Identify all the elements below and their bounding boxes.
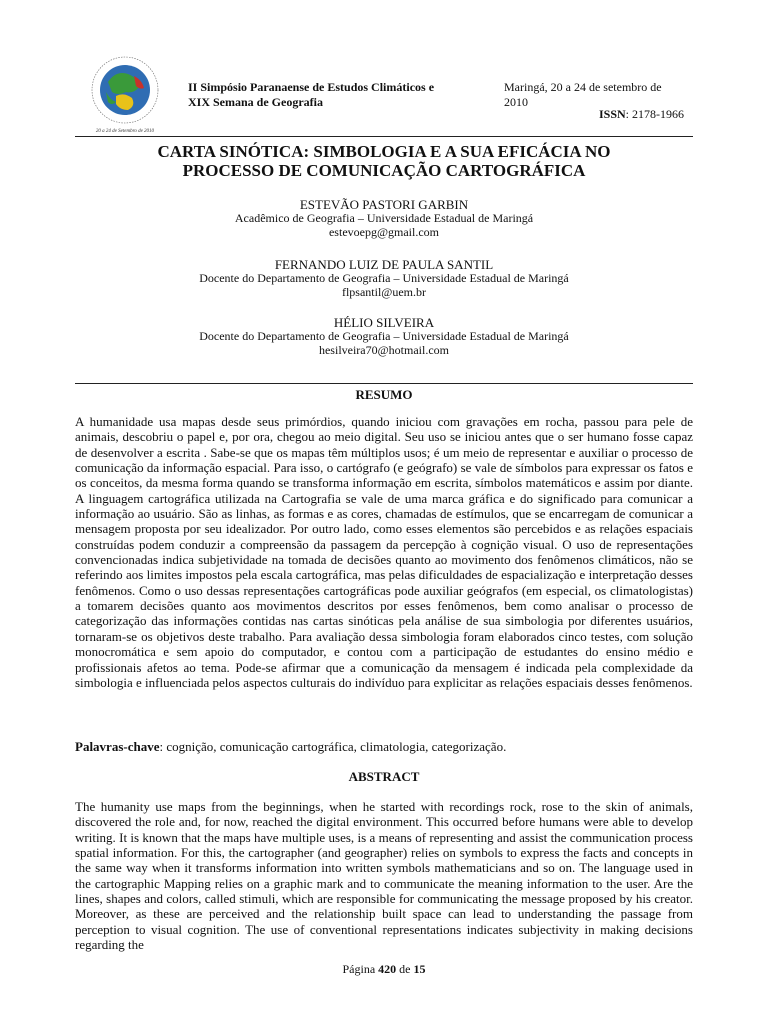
author-name: HÉLIO SILVEIRA <box>333 315 435 330</box>
author-name: ESTEVÃO PASTORI GARBIN <box>299 197 469 212</box>
author-block <box>75 315 693 357</box>
author-affiliation: Acadêmico de Geografia – Universidade Estadual de Maringá <box>234 211 534 225</box>
issn-label: ISSN <box>598 107 626 121</box>
header-divider <box>75 136 693 137</box>
footer-prefix: Página <box>342 962 379 976</box>
globe-logo-icon <box>82 52 168 136</box>
paper-title <box>75 142 693 180</box>
footer-middle: de <box>396 962 414 976</box>
abstract-text: The humanity use maps from the beginnings, when he started with recordings rock, rose to the skin of animals, discovered the role and, for now, reached the digital environment. This occurred before humans were able to develop writing. It is known that the maps have multiple uses, is a means of representing and assist the communication process spatial information. For this, the cartographer (and geographer) relies on symbols to express the facts and concepts in the same way when it transforms information into written symbols mathematicians and so on. The language used in the cartographic Mapping relies on a graphic mark and to communicate the meaning information to the user. Are the lines, shapes and colors, called stimuli, which are responsible for communicating the message proposed by his creator. Moreover, as these are perceived and the relationship built space can lead to understanding the passage from perception to visual cognition. The use of conventional representations indicates subjectivity in making decisions regarding the <box>75 799 693 953</box>
author-name: FERNANDO LUIZ DE PAULA SANTIL <box>274 257 494 272</box>
keywords <box>75 739 693 755</box>
author-block <box>75 257 693 299</box>
resumo-text: A humanidade usa mapas desde seus primórdios, quando iniciou com gravações em rocha, passou para pele de animais, descobriu o papel e, por ora, chegou ao meio digital. Seu uso se iniciou antes que o ser humano fosse capaz de desenvolver a escrita . Sabe-se que os mapas têm múltiplos usos; é um meio de representar e auxiliar o processo de comunicação da informação espacial. Para isso, o cartógrafo (e geógrafo) se vale de símbolos para expressar os fatos e os conceitos, da mesma forma quando se transforma informação em escrita, símbolos matemáticos e assim por diante. A linguagem cartográfica utilizada na Cartografia se vale de uma marca gráfica e do significado para comunicar a informação ao usuário. São as linhas, as formas e as cores, chamadas de estímulos, que se encarregam de comunicar a mensagem proposta por seu idealizador. Por outro lado, como esses elementos são percebidos e as relações espaciais construídas podem conduzir a compreensão da passagem da percepção à cognição visual. O uso de representações convencionadas indica subjetividade na tomada de decisões quanto ao movimento dos fenômenos climáticos, não se referindo aos limites impostos pela escala cartográfica, mas pelas dificuldades de espacialização e interpretação desses fenômenos. Como o uso dessas representações cartográficas pode auxiliar geógrafos (em especial, os climatologistas) a tomarem decisões quanto aos movimentos descritos por esses fenômenos, bem como analisar o processo de categorização das informações contidas nas cartas sinóticas pela análise de sua simbologia por diferentes usuários, tornaram-se os objetivos deste trabalho. Para avaliação dessa simbologia foram elaborados cinco testes, com solução monocromática e sem apoio do computador, e contou com a participação de estudantes do ensino médio e profissionais afetos ao tema. Pode-se afirmar que a comunicação da mensagem é indicada pela complexidade da simbologia e influenciada pelos aspectos culturais do indivíduo para explicitar as relações espaciais desses fenômenos. <box>75 414 693 690</box>
issn <box>599 107 684 122</box>
keywords-label: Palavras-chave <box>75 739 160 754</box>
page-footer <box>75 962 693 977</box>
event-name-line1: II Simpósio Paranaense de Estudos Climáticos e <box>188 80 435 94</box>
resumo-heading: RESUMO <box>355 387 413 402</box>
author-email: estevoepg@gmail.com <box>328 224 440 239</box>
keywords-text: : cognição, comunicação cartográfica, climatologia, categorização. <box>159 739 507 754</box>
paper-title-line1: CARTA SINÓTICA: SIMBOLOGIA E A SUA EFICÁCIA NO <box>157 142 611 161</box>
event-logo <box>82 52 168 136</box>
author-email: flpsantil@uem.br <box>341 284 427 299</box>
page-total: 15 <box>413 962 426 976</box>
author-affiliation: Docente do Departamento de Geografia – Universidade Estadual de Maringá <box>199 329 569 343</box>
abstract-heading: ABSTRACT <box>348 769 420 784</box>
event-name-line2: XIX Semana de Geografia <box>188 95 323 109</box>
section-divider <box>75 383 693 384</box>
event-place-date: Maringá, 20 a 24 de setembro de 2010 <box>504 80 662 109</box>
event-name <box>188 80 434 110</box>
issn-value: : 2178-1966 <box>625 107 684 121</box>
author-affiliation: Docente do Departamento de Geografia – Universidade Estadual de Maringá <box>199 271 569 285</box>
paper-title-line2: PROCESSO DE COMUNICAÇÃO CARTOGRÁFICA <box>182 161 586 180</box>
author-block <box>75 197 693 239</box>
page-number: 420 <box>378 962 397 976</box>
logo-caption: 20 a 24 de Setembro de 2010 <box>95 129 155 134</box>
author-email: hesilveira70@hotmail.com <box>318 342 450 357</box>
